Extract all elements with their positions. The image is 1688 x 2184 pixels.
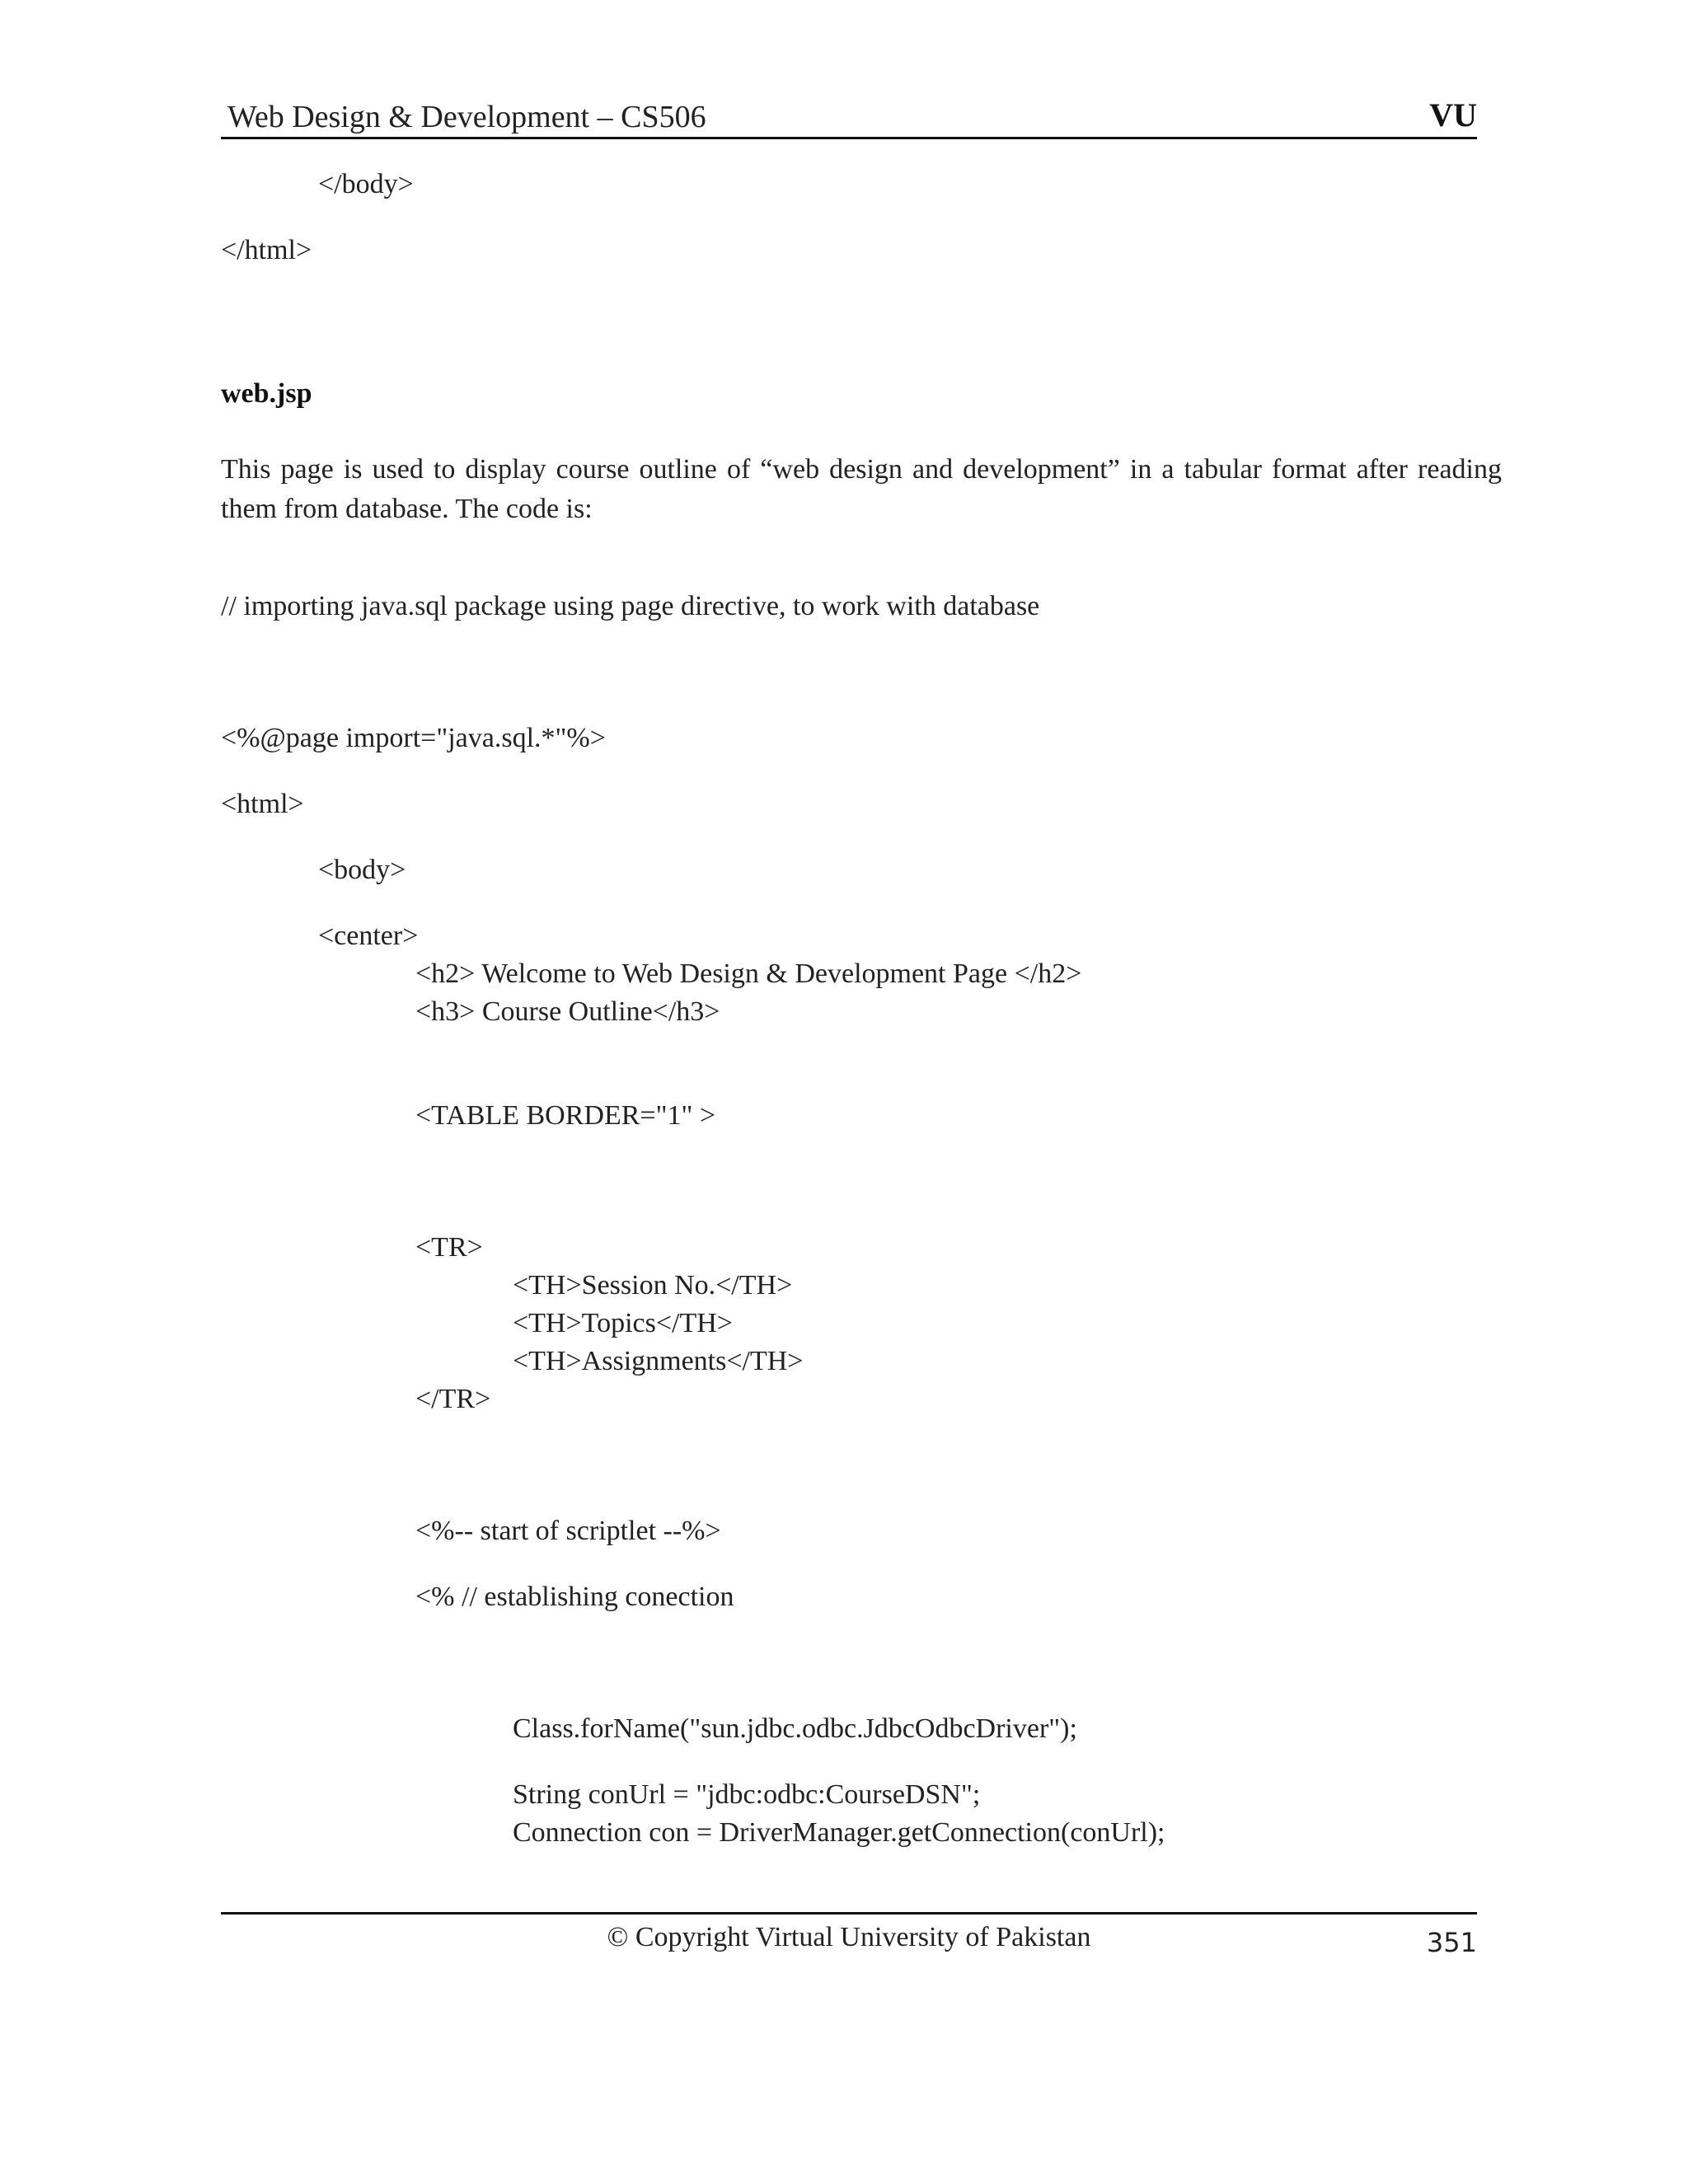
code-th-assignments: <TH>Assignments</TH> [513,1346,804,1376]
code-page-directive: <%@page import="java.sql.*"%> [221,723,606,753]
header-title: Web Design & Development – CS506 [227,100,706,134]
code-line-body-close: </body> [318,169,414,199]
code-center-open: <center> [318,921,419,951]
code-tr-close: </TR> [415,1384,491,1414]
description-paragraph: This page is used to display course outline of “web design and development” in a tabular format after reading them from database. The code is: [221,454,1502,524]
code-tr-open: <TR> [415,1232,483,1263]
code-table-open: <TABLE BORDER="1" > [415,1100,716,1131]
code-line-html-close: </html> [221,235,312,265]
code-connection: Connection con = DriverManager.getConnection(conUrl); [513,1817,1165,1848]
code-th-session: <TH>Session No.</TH> [513,1270,793,1301]
code-scriptlet-open: <% // establishing conection [415,1582,734,1612]
page-footer [221,1912,1477,1972]
code-h3: <h3> Course Outline</h3> [415,996,720,1027]
code-h2: <h2> Welcome to Web Design & Development Page </h2> [415,958,1082,989]
page-number: 351 [1426,1927,1477,1958]
import-comment: // importing java.sql package using page directive, to work with database [221,591,1040,621]
code-class-forname: Class.forName("sun.jdbc.odbc.JdbcOdbcDriver"); [513,1713,1077,1744]
code-html-open: <html> [221,789,304,819]
header-institution: VU [1429,96,1477,134]
page-header [221,96,1477,139]
code-con-url: String conUrl = "jdbc:odbc:CourseDSN"; [513,1779,981,1810]
code-th-topics: <TH>Topics</TH> [513,1308,733,1338]
code-scriptlet-comment: <%-- start of scriptlet --%> [415,1516,721,1546]
footer-copyright: © Copyright Virtual University of Pakistan [607,1922,1091,1952]
code-body-open: <body> [318,855,406,885]
section-heading: web.jsp [221,378,312,409]
